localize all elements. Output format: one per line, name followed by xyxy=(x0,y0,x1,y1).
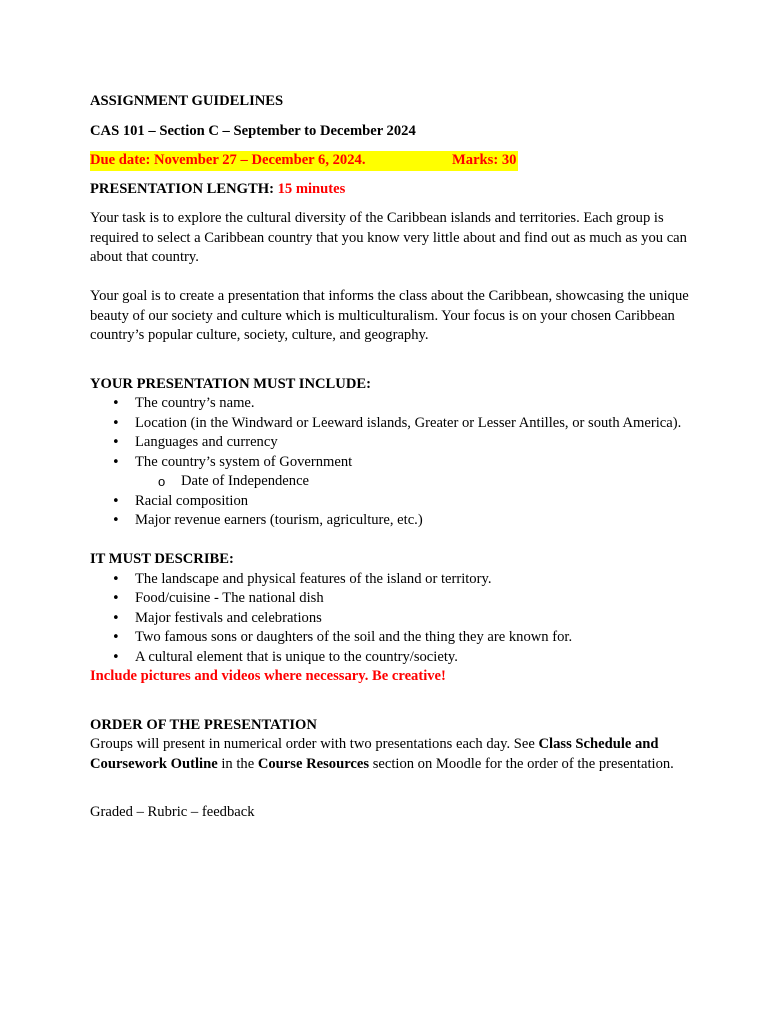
list-item xyxy=(90,453,690,492)
list-item-text: The country’s system of Government xyxy=(135,453,353,470)
presentation-length-line xyxy=(90,180,690,200)
must-include-list xyxy=(90,394,690,531)
list-item: • Two famous sons or daughters of the soil and the thing they are known for. xyxy=(90,628,690,648)
class-schedule-ref: Class Schedule and Coursework Outline xyxy=(90,736,659,772)
list-item: • Location (in the Windward or Leeward islands, Greater or Lesser Antilles, or south America). xyxy=(90,414,690,434)
presentation-length-value: 15 minutes xyxy=(277,180,346,197)
due-date-line xyxy=(90,151,690,171)
course-resources-ref: Course Resources xyxy=(257,755,370,772)
order-text-1: Groups will present in numerical order with two presentations each day. See xyxy=(90,736,539,752)
task-paragraph: Your task is to explore the cultural diversity of the Caribbean islands and territories. Each group is required to select a Caribbean country that you know very little about and find out as much as you can about that country. xyxy=(90,210,687,265)
must-describe-heading: IT MUST DESCRIBE: xyxy=(90,551,234,567)
graded-line: Graded – Rubric – feedback xyxy=(90,804,255,820)
list-item: • Major revenue earners (tourism, agriculture, etc.) xyxy=(90,511,690,531)
order-text-2: in the xyxy=(217,755,258,772)
government-sub-list xyxy=(135,472,690,492)
due-date: Due date: November 27 – December 6, 2024. xyxy=(90,152,366,168)
presentation-length-label: PRESENTATION LENGTH: xyxy=(90,180,278,197)
creative-note: Include pictures and videos where necessary. Be creative! xyxy=(90,668,446,684)
marks: Marks: 30 xyxy=(452,152,517,168)
due-date-highlight xyxy=(90,151,518,171)
list-item: • Racial composition xyxy=(90,492,690,512)
list-item: • The country’s name. xyxy=(90,394,690,414)
order-heading: ORDER OF THE PRESENTATION xyxy=(90,716,317,733)
sub-list-item: o Date of Independence xyxy=(90,472,690,492)
goal-paragraph: Your goal is to create a presentation that informs the class about the Caribbean, showcasing the unique beauty of our society and culture which is multiculturalism. Your focus is on your chosen Caribbean country’s popular culture, society, culture, and geography. xyxy=(90,288,689,343)
document-page xyxy=(90,92,690,823)
course-line: CAS 101 – Section C – September to December 2024 xyxy=(90,122,416,139)
list-item: • The landscape and physical features of the island or territory. xyxy=(90,570,690,590)
must-describe-list xyxy=(90,570,690,668)
list-item: • Food/cuisine - The national dish xyxy=(90,589,690,609)
list-item: • A cultural element that is unique to the country/society. xyxy=(90,648,690,668)
order-paragraph xyxy=(90,735,690,774)
list-item: • Languages and currency xyxy=(90,433,690,453)
document-title: ASSIGNMENT GUIDELINES xyxy=(90,93,284,109)
must-include-heading: YOUR PRESENTATION MUST INCLUDE: xyxy=(90,375,371,392)
list-item: • Major festivals and celebrations xyxy=(90,609,690,629)
order-text-3: section on Moodle for the order of the presentation. xyxy=(369,755,674,772)
